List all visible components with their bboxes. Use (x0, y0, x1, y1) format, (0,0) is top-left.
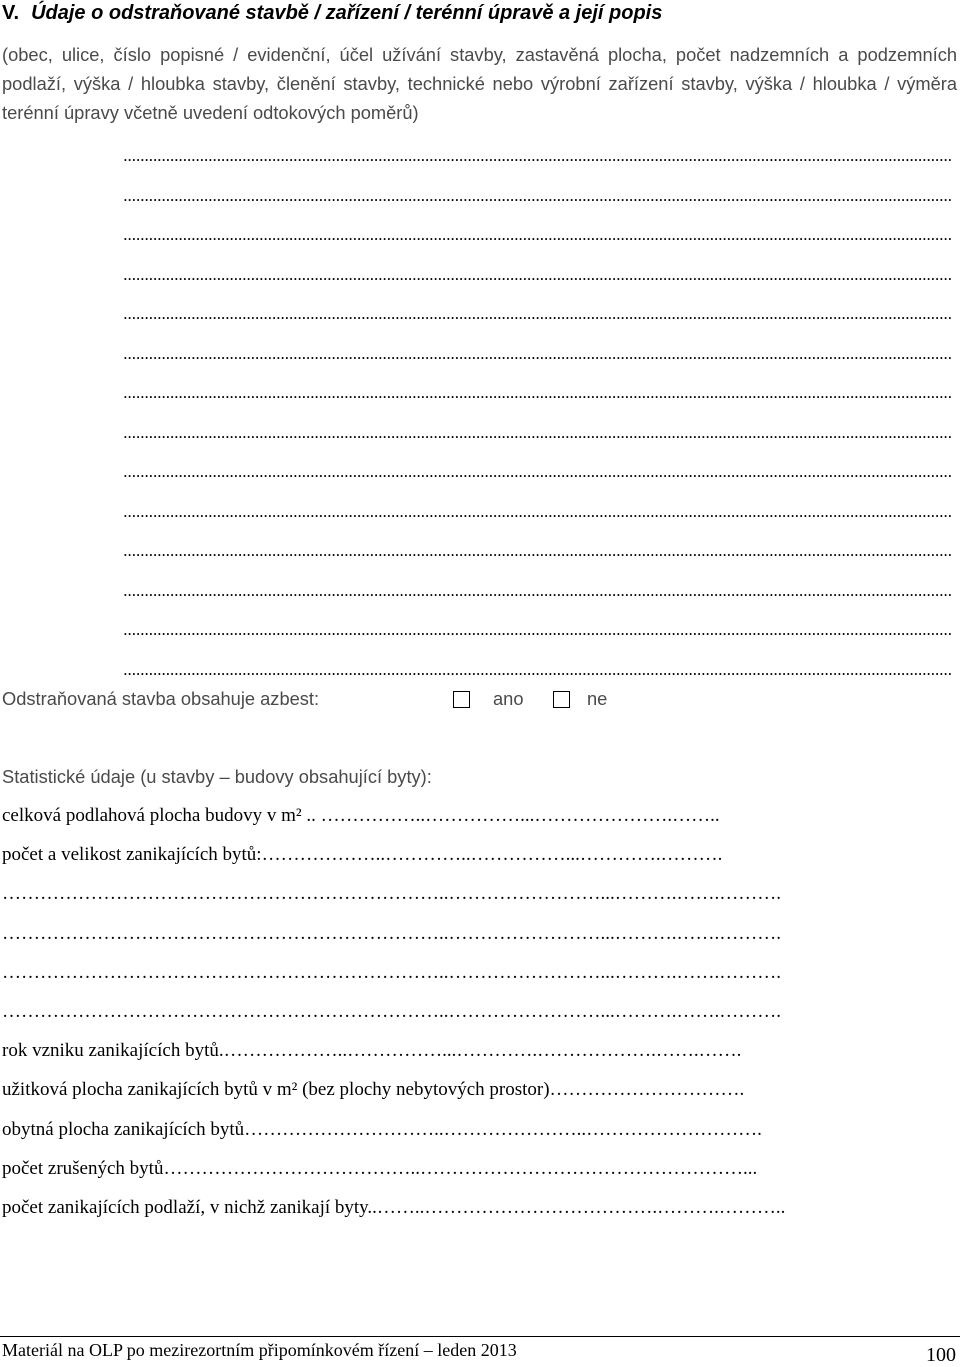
fill-line[interactable]: ................................................................................................................................................................................................... (123, 383, 952, 402)
stats-line[interactable]: celková podlahová plocha budovy v m² .. ……………..……………...………………….…….. (2, 805, 720, 826)
fill-line[interactable]: ................................................................................................................................................................................................... (123, 343, 952, 363)
asbestos-label: Odstraňovaná stavba obsahuje azbest: (2, 688, 320, 709)
stats-line[interactable]: ……………………………………………………………..……………………...……….…….………. (2, 922, 781, 944)
asbestos-no-label: ne (587, 688, 608, 709)
section-description: (obec, ulice, číslo popisné / evidenční, účel užívání stavby, zastavěná plocha, počet nadzemních a podzemních podlaží, výška / hloubka stavby, členění stavby, technické nebo výrobní zařízení stavby, výška / hloubka / výměra terénní úpravy včetně uvedení odtokových poměrů) (2, 44, 957, 123)
stats-line[interactable]: počet zrušených bytů…………………………………..……………………………………………... (2, 1157, 758, 1179)
stats-line[interactable]: počet zanikajících podlaží, v nichž zanikají byty..……..……………………………….……….……….. (2, 1197, 786, 1218)
fill-line[interactable]: ................................................................................................................................................................................................... (123, 225, 952, 244)
asbestos-no-checkbox[interactable] (553, 691, 570, 708)
fill-line[interactable]: ................................................................................................................................................................................................... (123, 580, 952, 600)
section-number: V. (2, 2, 20, 24)
fill-line[interactable]: ................................................................................................................................................................................................... (123, 264, 952, 284)
fill-line[interactable]: ................................................................................................................................................................................................... (123, 501, 952, 521)
footer-text: Materiál na OLP po mezirezortním připomínkovém řízení – leden 2013 (2, 1340, 517, 1360)
fill-line[interactable]: ................................................................................................................................................................................................... (123, 462, 952, 481)
footer-rule (0, 1336, 960, 1337)
stats-line[interactable]: užitková plocha zanikajících bytů v m² (bez plochy nebytových prostor)…………………………. (2, 1079, 745, 1101)
fill-line[interactable]: ................................................................................................................................................................................................... (123, 304, 952, 323)
asbestos-yes-label: ano (493, 688, 524, 709)
stats-heading: Statistické údaje (u stavby – budovy obsahující byty): (2, 766, 432, 787)
fill-line[interactable]: ................................................................................................................................................................................................... (123, 185, 952, 205)
stats-line[interactable]: ……………………………………………………………..……………………...……….…….………. (2, 883, 781, 905)
fill-line[interactable]: ................................................................................................................................................................................................... (123, 659, 952, 679)
stats-line[interactable]: obytná plocha zanikajících bytů…………………………..…………………..………………………. (2, 1118, 762, 1140)
asbestos-yes-checkbox[interactable] (453, 691, 470, 708)
section-title: Údaje o odstraňované stavbě / zařízení / terénní úpravě a její popis (31, 2, 663, 24)
section-heading (2, 2, 662, 25)
page-number: 100 (926, 1344, 956, 1366)
fill-line[interactable]: ................................................................................................................................................................................................... (123, 422, 952, 442)
fill-line[interactable]: ................................................................................................................................................................................................... (123, 541, 952, 560)
stats-line[interactable]: ……………………………………………………………..……………………...……….…….………. (2, 961, 781, 983)
fill-line[interactable]: ................................................................................................................................................................................................... (123, 146, 952, 165)
stats-line[interactable]: počet a velikost zanikajících bytů:………………..…………..……………...………….………. (2, 844, 723, 866)
stats-line[interactable]: rok vzniku zanikajících bytů.………………..……………...………….……………….…….……. (2, 1040, 742, 1062)
fill-line[interactable]: ................................................................................................................................................................................................... (123, 620, 952, 639)
stats-line[interactable]: ……………………………………………………………..……………………...……….…….………. (2, 1001, 781, 1022)
